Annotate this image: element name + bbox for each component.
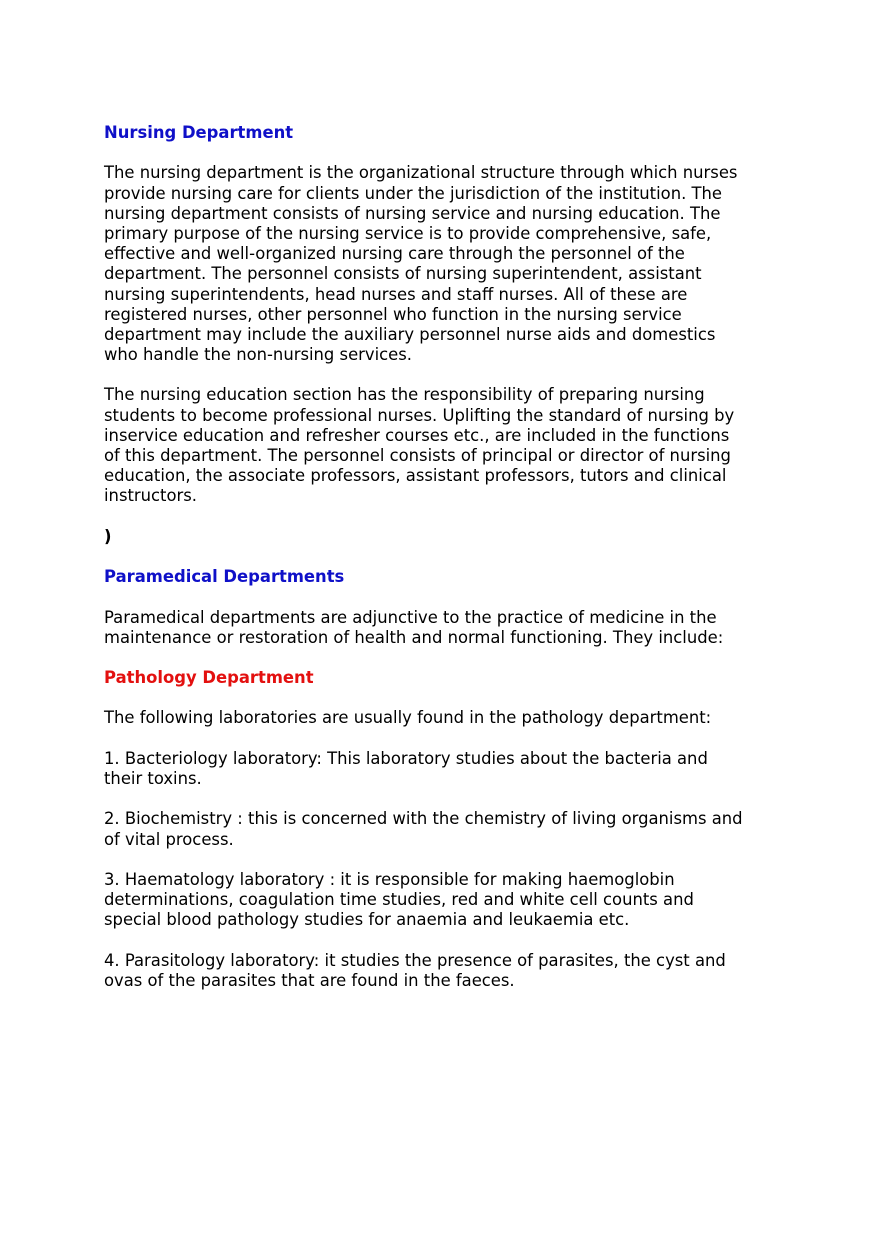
paragraph-nursing-overview (104, 163, 794, 365)
text-line: determinations, coagulation time studies, red and white cell counts and (104, 890, 694, 910)
text-line: 1. Bacteriology laboratory: This laboratory studies about the bacteria and (104, 748, 708, 768)
document-page (104, 123, 794, 1011)
list-item-haematology (104, 870, 794, 931)
text-line: 3. Haematology laboratory : it is responsible for making haemoglobin (104, 869, 675, 889)
text-line: registered nurses, other personnel who function in the nursing service (104, 304, 682, 324)
text-line: their toxins. (104, 769, 202, 788)
paragraph-nursing-education (104, 385, 794, 506)
text-line: The nursing department is the organizational structure through which nurses (104, 163, 738, 183)
text-line: special blood pathology studies for anaemia and leukaemia etc. (104, 910, 630, 930)
text-line: maintenance or restoration of health and normal functioning. They include: (104, 627, 724, 647)
text-line: education, the associate professors, assistant professors, tutors and clinical (104, 466, 727, 486)
section-heading-nursing-department: Nursing Department (104, 123, 294, 142)
text-line: inservice education and refresher courses etc., are included in the functions (104, 425, 730, 445)
list-item-parasitology (104, 951, 794, 991)
text-line: nursing superintendents, head nurses and staff nurses. All of these are (104, 284, 688, 304)
text-line: 4. Parasitology laboratory: it studies the presence of parasites, the cyst and (104, 950, 726, 970)
text-line: of this department. The personnel consists of principal or director of nursing (104, 446, 731, 465)
text-line: department may include the auxiliary personnel nurse aids and domestics (104, 324, 716, 344)
list-item-bacteriology (104, 749, 794, 789)
stray-parenthesis: ) (104, 526, 112, 546)
text-line: effective and well-organized nursing care through the personnel of the (104, 244, 685, 264)
paragraph-pathology-intro (104, 708, 794, 728)
text-line: provide nursing care for clients under the jurisdiction of the institution. The (104, 183, 722, 203)
text-line: ovas of the parasites that are found in the faeces. (104, 970, 515, 990)
text-line: nursing department consists of nursing service and nursing education. The (104, 203, 721, 223)
text-line: students to become professional nurses. Uplifting the standard of nursing by (104, 405, 735, 425)
text-line: instructors. (104, 486, 197, 506)
text-line: primary purpose of the nursing service is to provide comprehensive, safe, (104, 223, 712, 243)
paragraph-paramedical-intro (104, 608, 794, 648)
section-heading-paramedical-departments: Paramedical Departments (104, 567, 345, 587)
text-line: who handle the non-nursing services. (104, 345, 413, 365)
text-line: department. The personnel consists of nursing superintendent, assistant (104, 264, 702, 284)
text-line: The following laboratories are usually found in the pathology department: (104, 708, 712, 728)
text-line: 2. Biochemistry : this is concerned with the chemistry of living organisms and (104, 809, 743, 829)
text-line: of vital process. (104, 829, 234, 849)
list-item-biochemistry (104, 809, 794, 849)
text-line: The nursing education section has the responsibility of preparing nursing (104, 385, 705, 405)
text-line: Paramedical departments are adjunctive to the practice of medicine in the (104, 607, 717, 627)
section-heading-pathology-department: Pathology Department (104, 668, 314, 688)
